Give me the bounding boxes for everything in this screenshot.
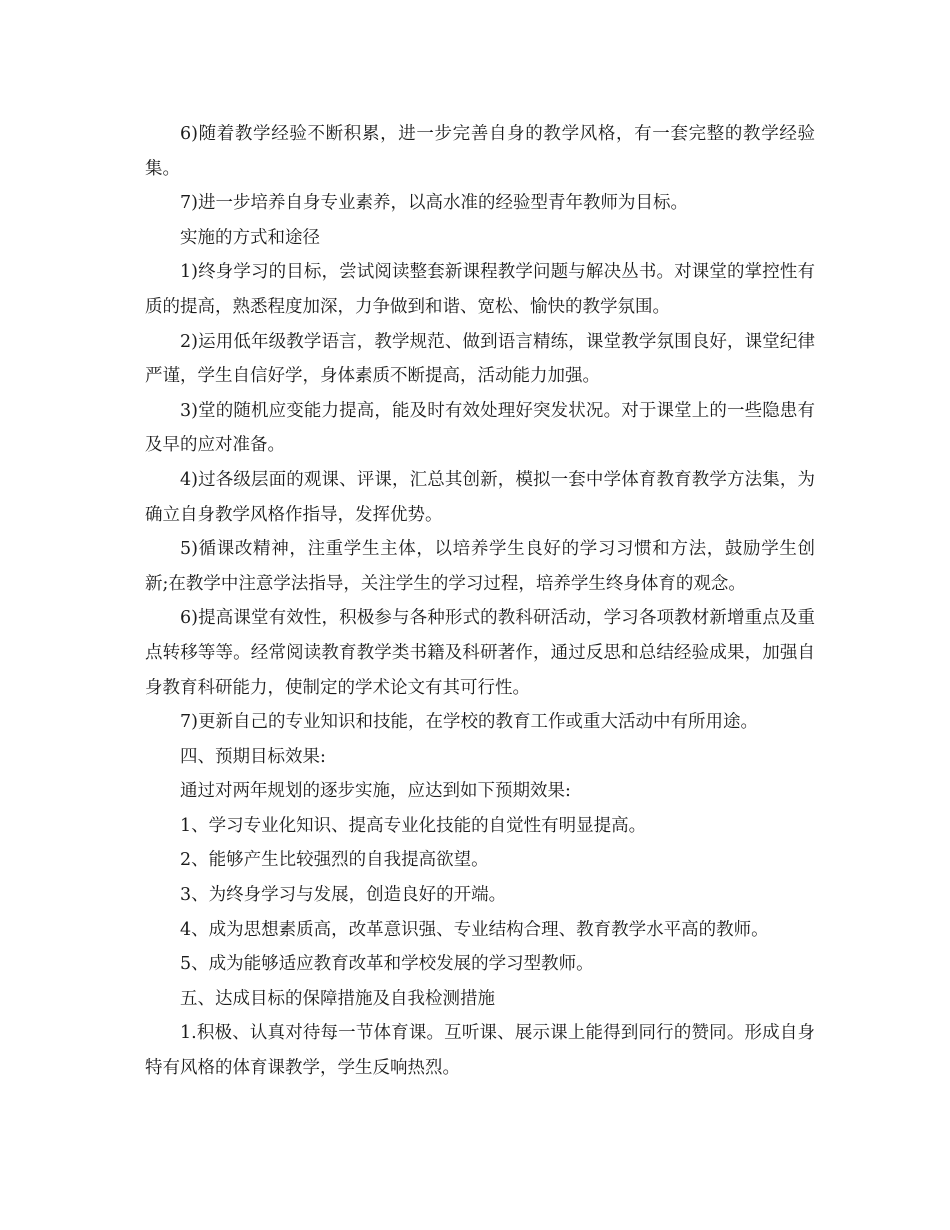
document-body <box>145 117 815 1086</box>
paragraph-adaptability: 3)堂的随机应变能力提高，能及时有效处理好突发状况。对于课堂上的一些隐患有及早的应对准备。 <box>145 400 815 456</box>
paragraph-update-knowledge: 7)更新自己的专业知识和技能，在学校的教育工作或重大活动中有所用途。 <box>180 712 758 733</box>
paragraph-experience-collection: 6)随着教学经验不断积累，进一步完善自身的教学风格，有一套完整的教学经验集。 <box>145 124 815 179</box>
paragraph-teaching-language: 2)运用低年级教学语言，教学规范、做到语言精练，课堂教学氛围良好，课堂纪律严谨，学生自信好学，身体素质不断提高，活动能力加强。 <box>145 331 815 387</box>
list-item-safeguard-1: 1.积极、认真对待每一节体育课。互听课、展示课上能得到同行的赞同。形成自身特有风格的体育课教学，学生反响热烈。 <box>145 1023 815 1079</box>
list-item-expected-4: 4、成为思想素质高，改革意识强、专业结构合理、教育教学水平高的教师。 <box>180 919 769 940</box>
list-item-expected-5: 5、成为能够适应教育改革和学校发展的学习型教师。 <box>180 954 594 975</box>
paragraph-expected-intro: 通过对两年规划的逐步实施，应达到如下预期效果: <box>180 781 571 802</box>
paragraph-lifelong-learning: 1)终身学习的目标，尝试阅读整套新课程教学问题与解决丛书。对课堂的掌控性有质的提高，熟悉程度加深，力争做到和谐、宽松、愉快的教学氛围。 <box>145 262 815 317</box>
section-heading-methods: 实施的方式和途径 <box>180 227 320 248</box>
section-heading-expected-effects: 四、预期目标效果: <box>180 746 326 767</box>
paragraph-curriculum-reform: 5)循课改精神，注重学生主体，以培养学生良好的学习习惯和方法，鼓励学生创新;在教学中注意学法指导，关注学生的学习过程，培养学生终身体育的观念。 <box>145 539 815 594</box>
list-item-expected-3: 3、为终身学习与发展，创造良好的开端。 <box>180 885 507 906</box>
list-item-expected-1: 1、学习专业化知识、提高专业化技能的自觉性有明显提高。 <box>180 815 647 836</box>
paragraph-professional-quality: 7)进一步培养自身专业素养，以高水准的经验型青年教师为目标。 <box>180 193 688 214</box>
paragraph-classroom-effectiveness: 6)提高课堂有效性，积极参与各种形式的教科研活动，学习各项教材新增重点及重点转移等等。经常阅读教育教学类书籍及科研著作，通过反思和总结经验成果，加强自身教育科研能力，使制定的学术论文有其可行性。 <box>145 608 815 698</box>
list-item-expected-2: 2、能够产生比较强烈的自我提高欲望。 <box>180 850 489 871</box>
paragraph-observation-evaluation: 4)过各级层面的观课、评课，汇总其创新，模拟一套中学体育教育教学方法集，为确立自身教学风格作指导，发挥优势。 <box>145 469 815 525</box>
section-heading-safeguards: 五、达成目标的保障措施及自我检测措施 <box>180 988 495 1009</box>
